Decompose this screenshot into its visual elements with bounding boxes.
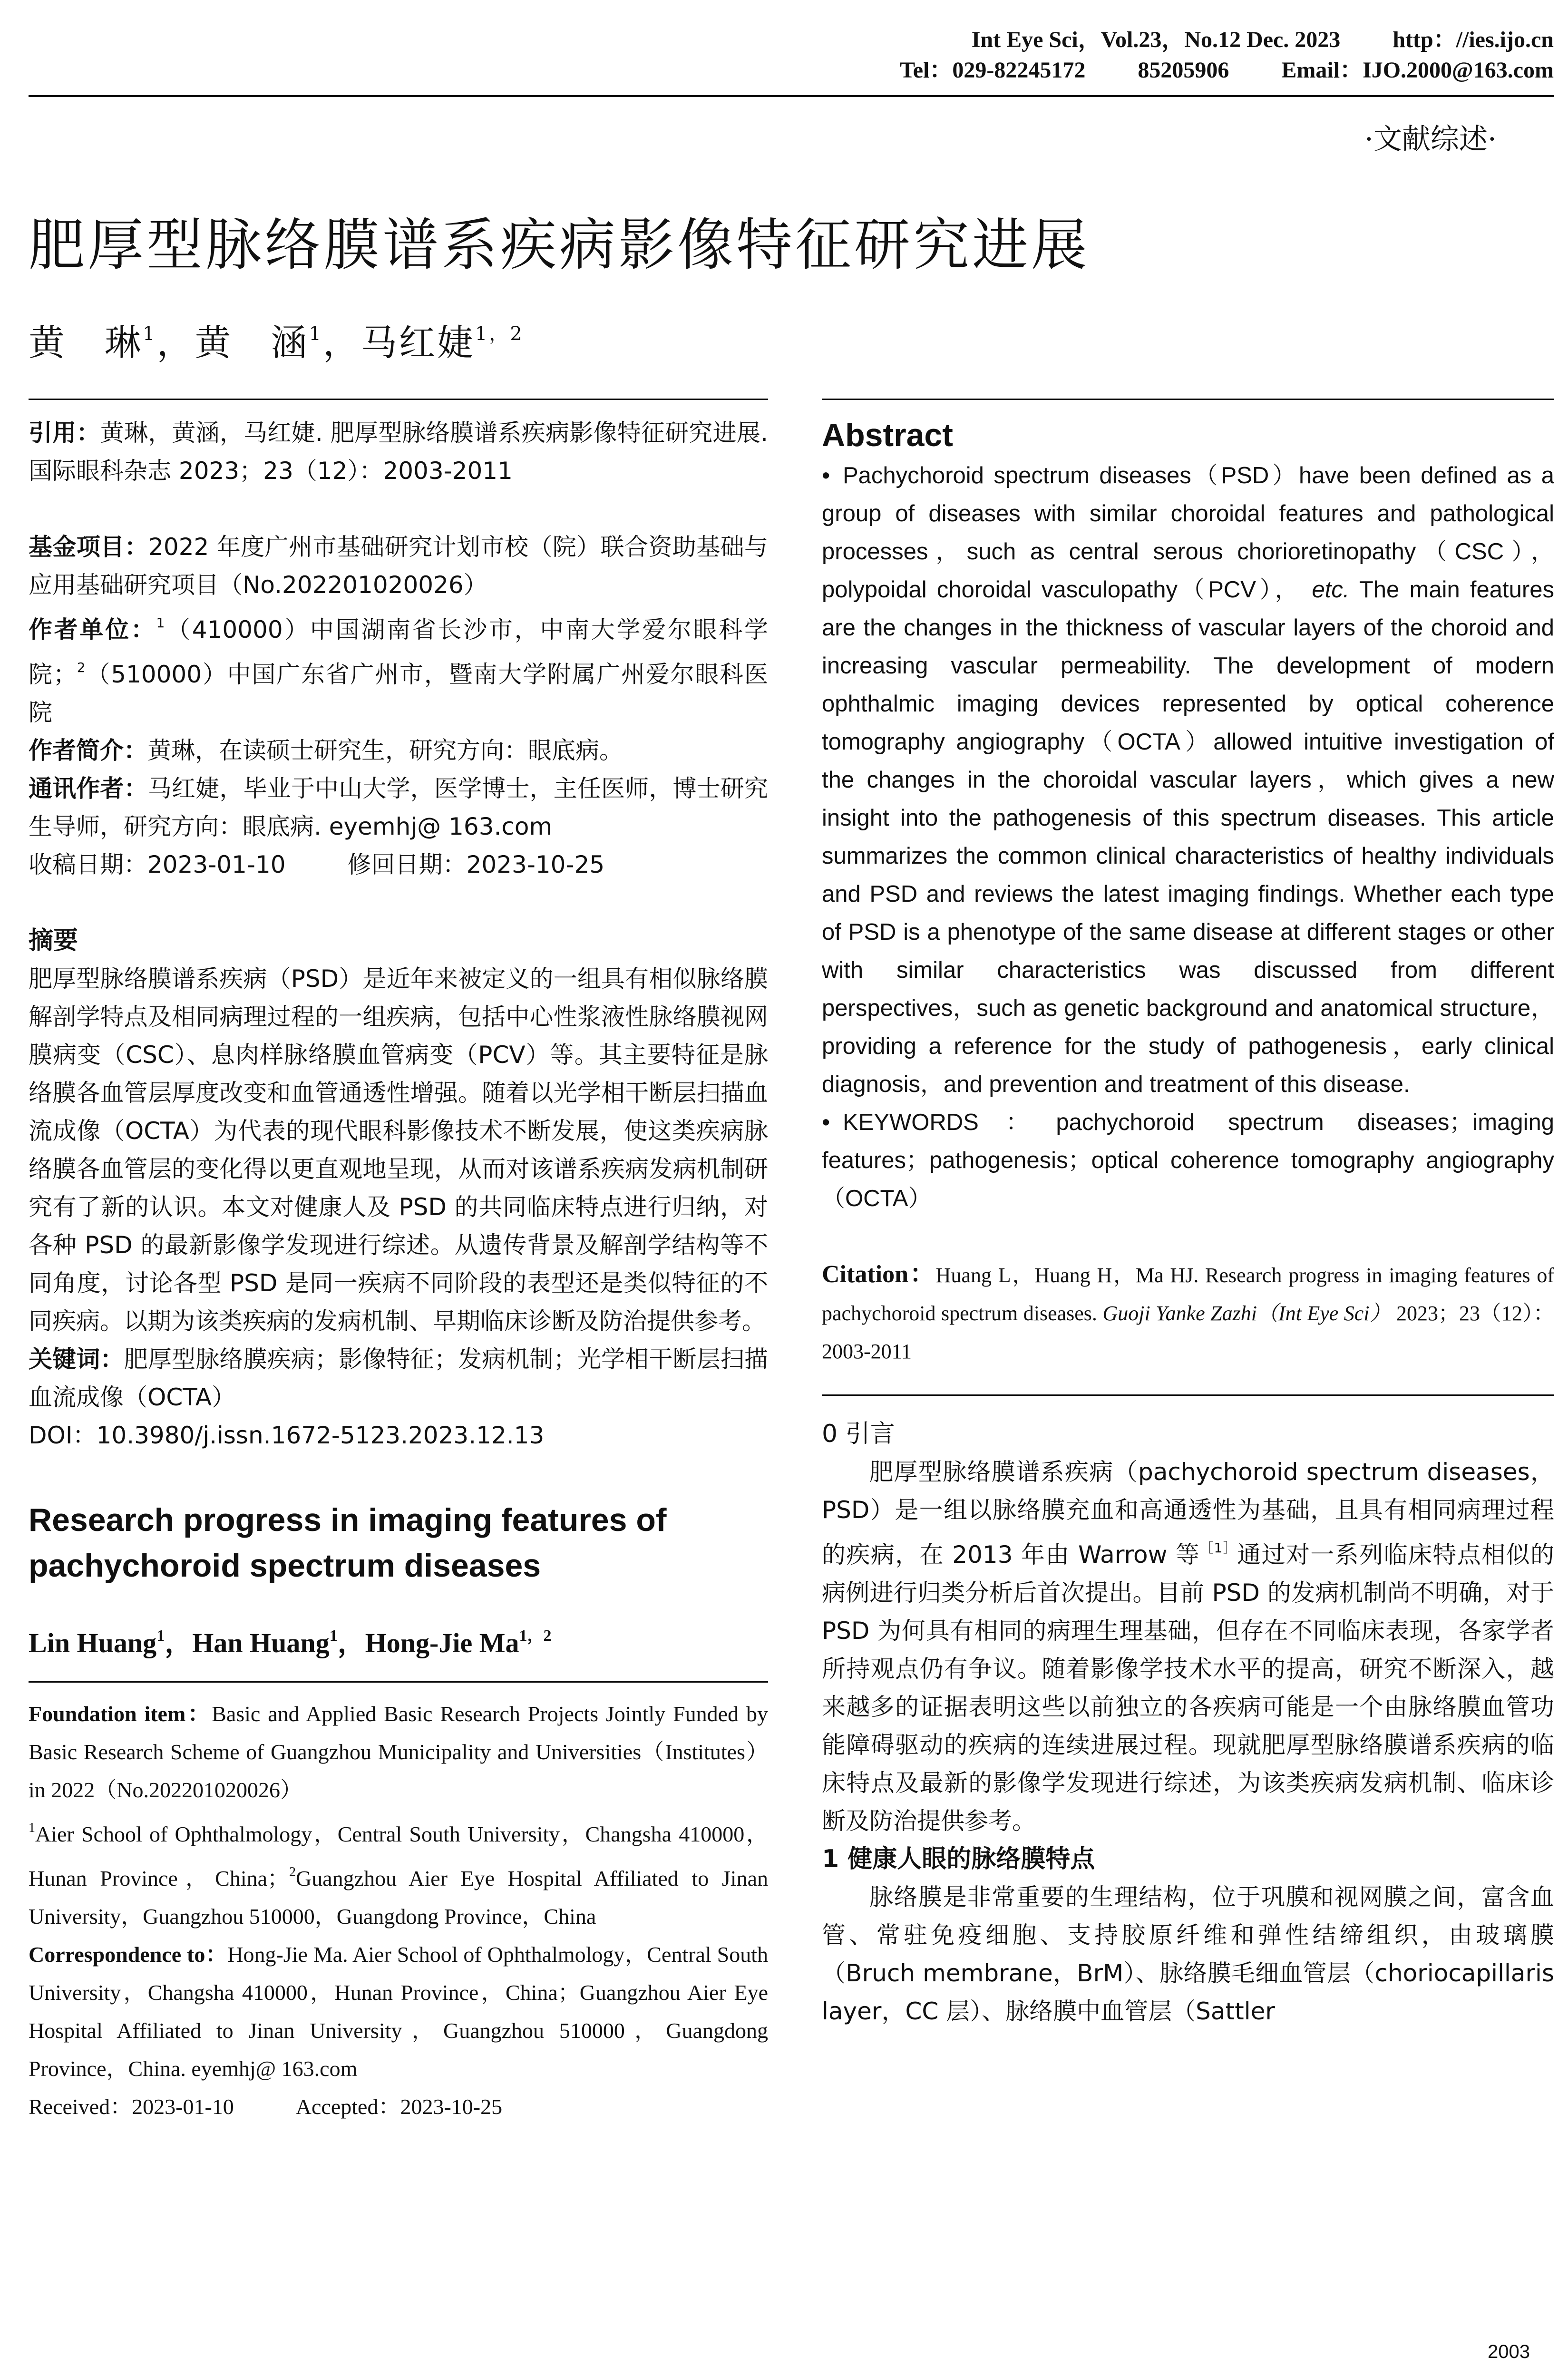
received-date: 收稿日期：2023-01-10 xyxy=(29,851,286,878)
foundation-cn xyxy=(29,528,768,604)
author-3-affil: 1，2 xyxy=(475,323,524,345)
abstract-en xyxy=(822,457,1554,1103)
journal-citation: Int Eye Sci，Vol.23，No.12 Dec. 2023 xyxy=(971,27,1341,52)
affiliation-cn xyxy=(29,604,768,731)
bio-label: 作者简介： xyxy=(29,737,147,764)
author-2-affil: 1 xyxy=(309,323,323,345)
author-en-1: Lin Huang xyxy=(29,1627,157,1658)
right-top-divider xyxy=(822,399,1554,400)
citation-en-journal: Guoji Yanke Zazhi（Int Eye Sci） xyxy=(1102,1302,1391,1325)
author-bio-cn xyxy=(29,731,768,770)
header-divider xyxy=(29,95,1554,97)
affil-en-sup-2: 2 xyxy=(289,1865,296,1880)
dates-cn xyxy=(29,846,768,884)
affil-sup-2: 2 xyxy=(77,660,86,675)
affiliation-label: 作者单位： xyxy=(29,616,156,643)
journal-url: http：//ies.ijo.cn xyxy=(1393,27,1554,52)
running-header xyxy=(900,25,1554,86)
affil-en-text-2: Guangzhou Aier Eye Hospital Affiliated to Jinan University，Guangzhou 510000，Guangdong Province，China xyxy=(29,1866,768,1929)
corr-en-text: Hong-Jie Ma. Aier School of Ophthalmology，Central South University，Changsha 410000，Hunan Province，China；Guangzhou Aier Eye Hospital Affiliated to Jinan University，Guangzhou 510000，Guangdong Province，China. eyemhj@ 163.com xyxy=(29,1942,768,2081)
authors-cn xyxy=(29,314,524,366)
affiliation-en xyxy=(29,1809,768,1936)
accepted-en: Accepted：2023-10-25 xyxy=(295,2094,503,2119)
section-1-heading: 1 健康人眼的脉络膜特点 xyxy=(822,1845,1095,1873)
journal-tel: Tel：029-82245172 xyxy=(900,58,1086,83)
abstract-en-text: Pachychoroid spectrum diseases（PSD）have been defined as a group of diseases with similar choroidal features and pathological processes，such as central serous chorioretinopathy（CSC），polypoidal choroidal vasculopathy（PCV）， xyxy=(822,463,1554,603)
section-tag: ·文献综述· xyxy=(1364,123,1497,156)
doi: DOI：10.3980/j.issn.1672-5123.2023.12.13 xyxy=(29,1422,545,1449)
citation-text: 黄琳，黄涵，马红婕. 肥厚型脉络膜谱系疾病影像特征研究进展. 国际眼科杂志 2023；23（12）：2003-2011 xyxy=(29,419,769,485)
left-top-divider xyxy=(29,399,768,400)
abstract-en-rest: The main features are the changes in the thickness of vascular layers of the choroid and increasing vascular permeability. The development of modern ophthalmic imaging devices represented by optical coherence tomography angiography（OCTA）allowed intuitive investigation of the changes in the choroidal vascular layers，which gives a new insight into the pathogenesis of this spectrum diseases. This article summarizes the common clinical characteristics of healthy individuals and PSD and reviews the latest imaging findings. Whether each type of PSD is a phenotype of the same disease at different stages or other with similar characteristics was discussed from different perspectives，such as genetic background and anatomical structure，providing a reference for the study of pathogenesis，early clinical diagnosis，and prevention and treatment of this disease. xyxy=(822,577,1554,1097)
affil-text-2: （510000）中国广东省广州市，暨南大学附属广州爱尔眼科医院 xyxy=(29,661,768,726)
citation-en-tail: 2023；23（12）：2003-2011 xyxy=(822,1302,1555,1363)
revised-date: 修回日期：2023-10-25 xyxy=(347,851,605,878)
author-3: ，马红婕 xyxy=(322,321,475,364)
correspondence-cn xyxy=(29,770,768,846)
author-en-2: ，Han Huang xyxy=(165,1627,330,1658)
bullet-icon: • xyxy=(822,1110,830,1135)
right-column xyxy=(822,414,1554,2030)
abstract-heading-cn: 摘要 xyxy=(29,926,78,955)
corr-text: 马红婕，毕业于中山大学，医学博士，主任医师，博士研究生导师，研究方向：眼底病. eyemhj@ 163.com xyxy=(29,775,769,840)
foundation-en-label: Foundation item： xyxy=(29,1702,212,1726)
keywords-en xyxy=(822,1103,1554,1218)
keywords-text: 肥厚型脉络膜疾病；影像特征；发病机制；光学相干断层扫描血流成像（OCTA） xyxy=(29,1345,769,1411)
article-title-cn: 肥厚型脉络膜谱系疾病影像特征研究进展 xyxy=(29,212,1091,278)
author-en-3: ，Hong-Jie Ma xyxy=(337,1627,519,1658)
citation-label: 引用： xyxy=(29,419,100,447)
journal-tel-2: 85205906 xyxy=(1138,58,1229,83)
section-1-paragraph: 脉络膜是非常重要的生理结构，位于巩膜和视网膜之间，富含血管、常驻免疫细胞、支持胶原纤维和弹性结缔组织，由玻璃膜（Bruch membrane，BrM）、脉络膜毛细血管层（choriocapillaris layer，CC 层）、脉络膜中血管层（Sattler xyxy=(822,1883,1554,2025)
citation-en-text: Huang L，Huang H，Ma HJ. Research progress in imaging features of pachychoroid spectrum diseases. xyxy=(822,1264,1554,1325)
citation-en-label: Citation： xyxy=(822,1261,936,1288)
author-en-2-affil: 1 xyxy=(329,1627,338,1645)
article-title-en: Research progress in imaging features of pachychoroid spectrum diseases xyxy=(29,1502,667,1584)
foundation-text: 2022 年度广州市基础研究计划市校（院）联合资助基础与应用基础研究项目（No.202201020026） xyxy=(29,533,769,599)
citation-en xyxy=(822,1256,1554,1371)
authors-en xyxy=(29,1617,768,1662)
intro-ref: ［1］ xyxy=(1200,1540,1237,1556)
author-2: ，黄 涵 xyxy=(156,321,309,364)
author-en-1-affil: 1 xyxy=(156,1627,165,1645)
corr-en-label: Correspondence to： xyxy=(29,1942,228,1967)
foundation-label: 基金项目： xyxy=(29,533,149,561)
author-1: 黄 琳 xyxy=(29,321,143,364)
keywords-cn xyxy=(29,1340,768,1416)
correspondence-en xyxy=(29,1936,768,2088)
intro-heading: 0 引言 xyxy=(822,1420,895,1448)
affil-en-sup-1: 1 xyxy=(29,1821,35,1835)
affil-en-text-1: Aier School of Ophthalmology，Central South University，Changsha 410000，Hunan Province，China； xyxy=(29,1822,768,1890)
intro-paragraph xyxy=(822,1453,1554,1840)
header-line-1 xyxy=(900,25,1554,55)
bio-text: 黄琳，在读硕士研究生，研究方向：眼底病。 xyxy=(147,737,623,764)
affil-text-1: （410000）中国湖南省长沙市，中南大学爱尔眼科学院； xyxy=(29,616,769,688)
intro-text-a: 肥厚型脉络膜谱系疾病（pachychoroid spectrum diseases，PSD）是一组以脉络膜充血和高通透性为基础，且具有相同病理过程的疾病，在 2013 年由 Warrow 等 xyxy=(822,1458,1554,1568)
keywords-label: 关键词： xyxy=(29,1345,124,1373)
foundation-en-text: Basic and Applied Basic Research Projects Jointly Funded by Basic Research Scheme of Guangzhou Municipality and Universities（Institutes）in 2022（No.202201020026） xyxy=(29,1702,768,1802)
foundation-en xyxy=(29,1695,768,1809)
corr-label: 通讯作者： xyxy=(29,775,148,802)
header-line-2 xyxy=(900,55,1554,86)
received-en: Received：2023-01-10 xyxy=(29,2094,234,2119)
abstract-cn: 肥厚型脉络膜谱系疾病（PSD）是近年来被定义的一组具有相似脉络膜解剖学特点及相同病理过程的一组疾病，包括中心性浆液性脉络膜视网膜病变（CSC）、息肉样脉络膜血管病变（PCV）等。其主要特征是脉络膜各血管层厚度改变和血管通透性增强。随着以光学相干断层扫描血流成像（OCTA）为代表的现代眼科影像技术不断发展，使这类疾病脉络膜各血管层的变化得以更直观地呈现，从而对该谱系疾病发病机制研究有了新的认识。本文对健康人及 PSD 的共同临床特点进行归纳，对各种 PSD 的最新影像学发现进行综述。从遗传背景及解剖学结构等不同角度，讨论各型 PSD 是同一疾病不同阶段的表型还是类似特征的不同疾病。以期为该类疾病的发病机制、早期临床诊断及防治提供参考。 xyxy=(29,965,768,1335)
left-column xyxy=(29,414,768,2126)
keywords-en-text: pachychoroid spectrum diseases；imaging features；pathogenesis；optical coherence tomography angiography（OCTA） xyxy=(822,1110,1554,1211)
page-number: 2003 xyxy=(1488,2341,1530,2362)
bullet-icon: • xyxy=(822,463,830,488)
abstract-heading-en: Abstract xyxy=(822,417,953,453)
affil-sup-1: 1 xyxy=(156,615,165,631)
intro-text-b: 通过对一系列临床特点相似的病例进行归类分析后首次提出。目前 PSD 的发病机制尚不明确，对于 PSD 为何具有相同的病理生理基础，但存在不同临床表现，各家学者所持观点仍有争议。随着影像学技术水平的提高，研究不断深入，越来越多的证据表明这些以前独立的各疾病可能是一个由脉络膜血管功能障碍驱动的疾病的连续进展过程。现就肥厚型脉络膜谱系疾病的临床特点及最新的影像学发现进行综述，为该类疾病发病机制、临床诊断及防治提供参考。 xyxy=(822,1541,1554,1835)
abstract-en-etc: etc. xyxy=(1312,577,1350,603)
journal-email: Email：IJO.2000@163.com xyxy=(1281,58,1554,83)
citation-cn xyxy=(29,414,768,490)
keywords-en-label: KEYWORDS： xyxy=(843,1110,1056,1135)
author-en-3-affil: 1，2 xyxy=(519,1627,552,1645)
dates-en xyxy=(29,2088,768,2126)
author-1-affil: 1 xyxy=(143,323,157,345)
